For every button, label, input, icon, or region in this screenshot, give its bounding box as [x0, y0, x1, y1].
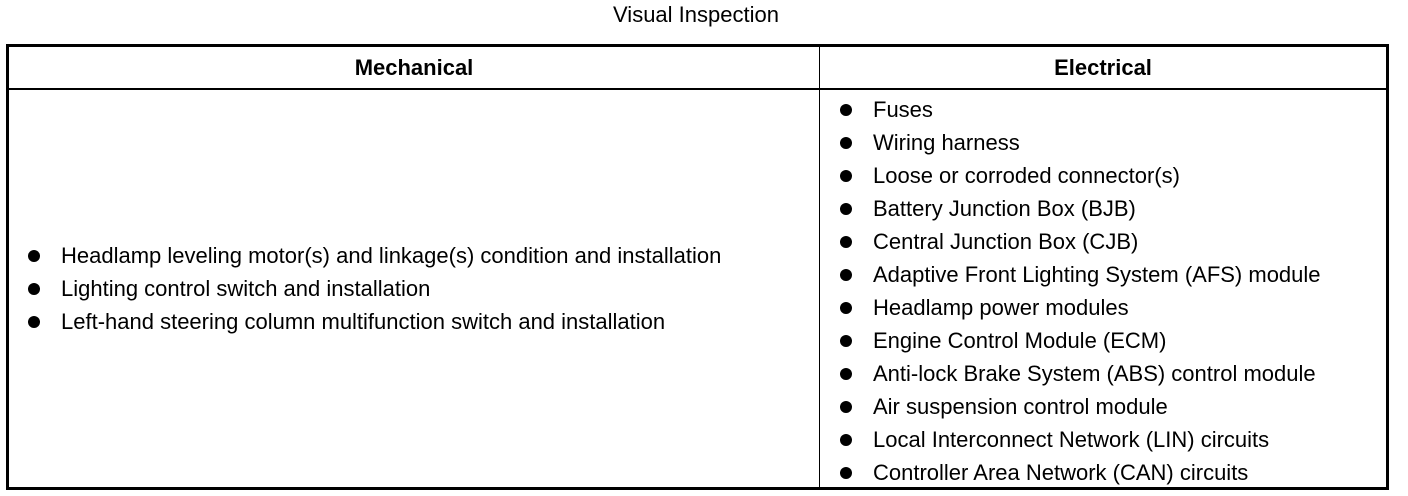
list-item-text: Wiring harness [873, 130, 1020, 155]
bullet-icon [840, 368, 852, 380]
list-item-text: Local Interconnect Network (LIN) circuits [873, 427, 1270, 452]
inspection-table [6, 44, 1389, 490]
mechanical-header: Mechanical [354, 55, 474, 80]
list-item-text: Central Junction Box (CJB) [873, 229, 1139, 254]
page-title: Visual Inspection [613, 2, 779, 27]
list-item [820, 390, 1386, 423]
list-item [820, 126, 1386, 159]
list-item [9, 239, 819, 272]
list-item-text: Battery Junction Box (BJB) [873, 196, 1136, 221]
list-item-text: Loose or corroded connector(s) [873, 163, 1180, 188]
list-item [820, 225, 1386, 258]
list-item [820, 258, 1386, 291]
bullet-icon [840, 302, 852, 314]
electrical-cell [820, 90, 1386, 487]
bullet-icon [840, 203, 852, 215]
bullet-icon [840, 335, 852, 347]
bullet-icon [840, 137, 852, 149]
list-item [820, 324, 1386, 357]
list-item-text: Anti-lock Brake System (ABS) control module [873, 361, 1316, 386]
list-item-text: Left-hand steering column multifunction switch and installation [61, 309, 666, 334]
list-item [9, 272, 819, 305]
bullet-icon [28, 250, 40, 262]
bullet-icon [840, 236, 852, 248]
bullet-icon [28, 316, 40, 328]
list-item [820, 423, 1386, 456]
mechanical-list [9, 239, 819, 338]
list-item [820, 159, 1386, 192]
list-item-text: Controller Area Network (CAN) circuits [873, 460, 1249, 485]
bullet-icon [840, 467, 852, 479]
list-item [820, 192, 1386, 225]
list-item [820, 93, 1386, 126]
bullet-icon [840, 401, 852, 413]
bullet-icon [840, 434, 852, 446]
bullet-icon [28, 283, 40, 295]
bullet-icon [840, 104, 852, 116]
bullet-icon [840, 170, 852, 182]
list-item [9, 305, 819, 338]
list-item-text: Headlamp power modules [873, 295, 1129, 320]
list-item [820, 456, 1386, 489]
list-item-text: Engine Control Module (ECM) [873, 328, 1167, 353]
electrical-list [820, 93, 1386, 489]
list-item-text: Fuses [873, 97, 933, 122]
list-item [820, 357, 1386, 390]
electrical-header: Electrical [1054, 55, 1152, 80]
list-item-text: Air suspension control module [873, 394, 1168, 419]
bullet-icon [840, 269, 852, 281]
list-item-text: Lighting control switch and installation [61, 276, 431, 301]
list-item-text: Headlamp leveling motor(s) and linkage(s) condition and installation [61, 243, 722, 268]
list-item [820, 291, 1386, 324]
mechanical-cell [9, 90, 819, 487]
list-item-text: Adaptive Front Lighting System (AFS) module [873, 262, 1321, 287]
